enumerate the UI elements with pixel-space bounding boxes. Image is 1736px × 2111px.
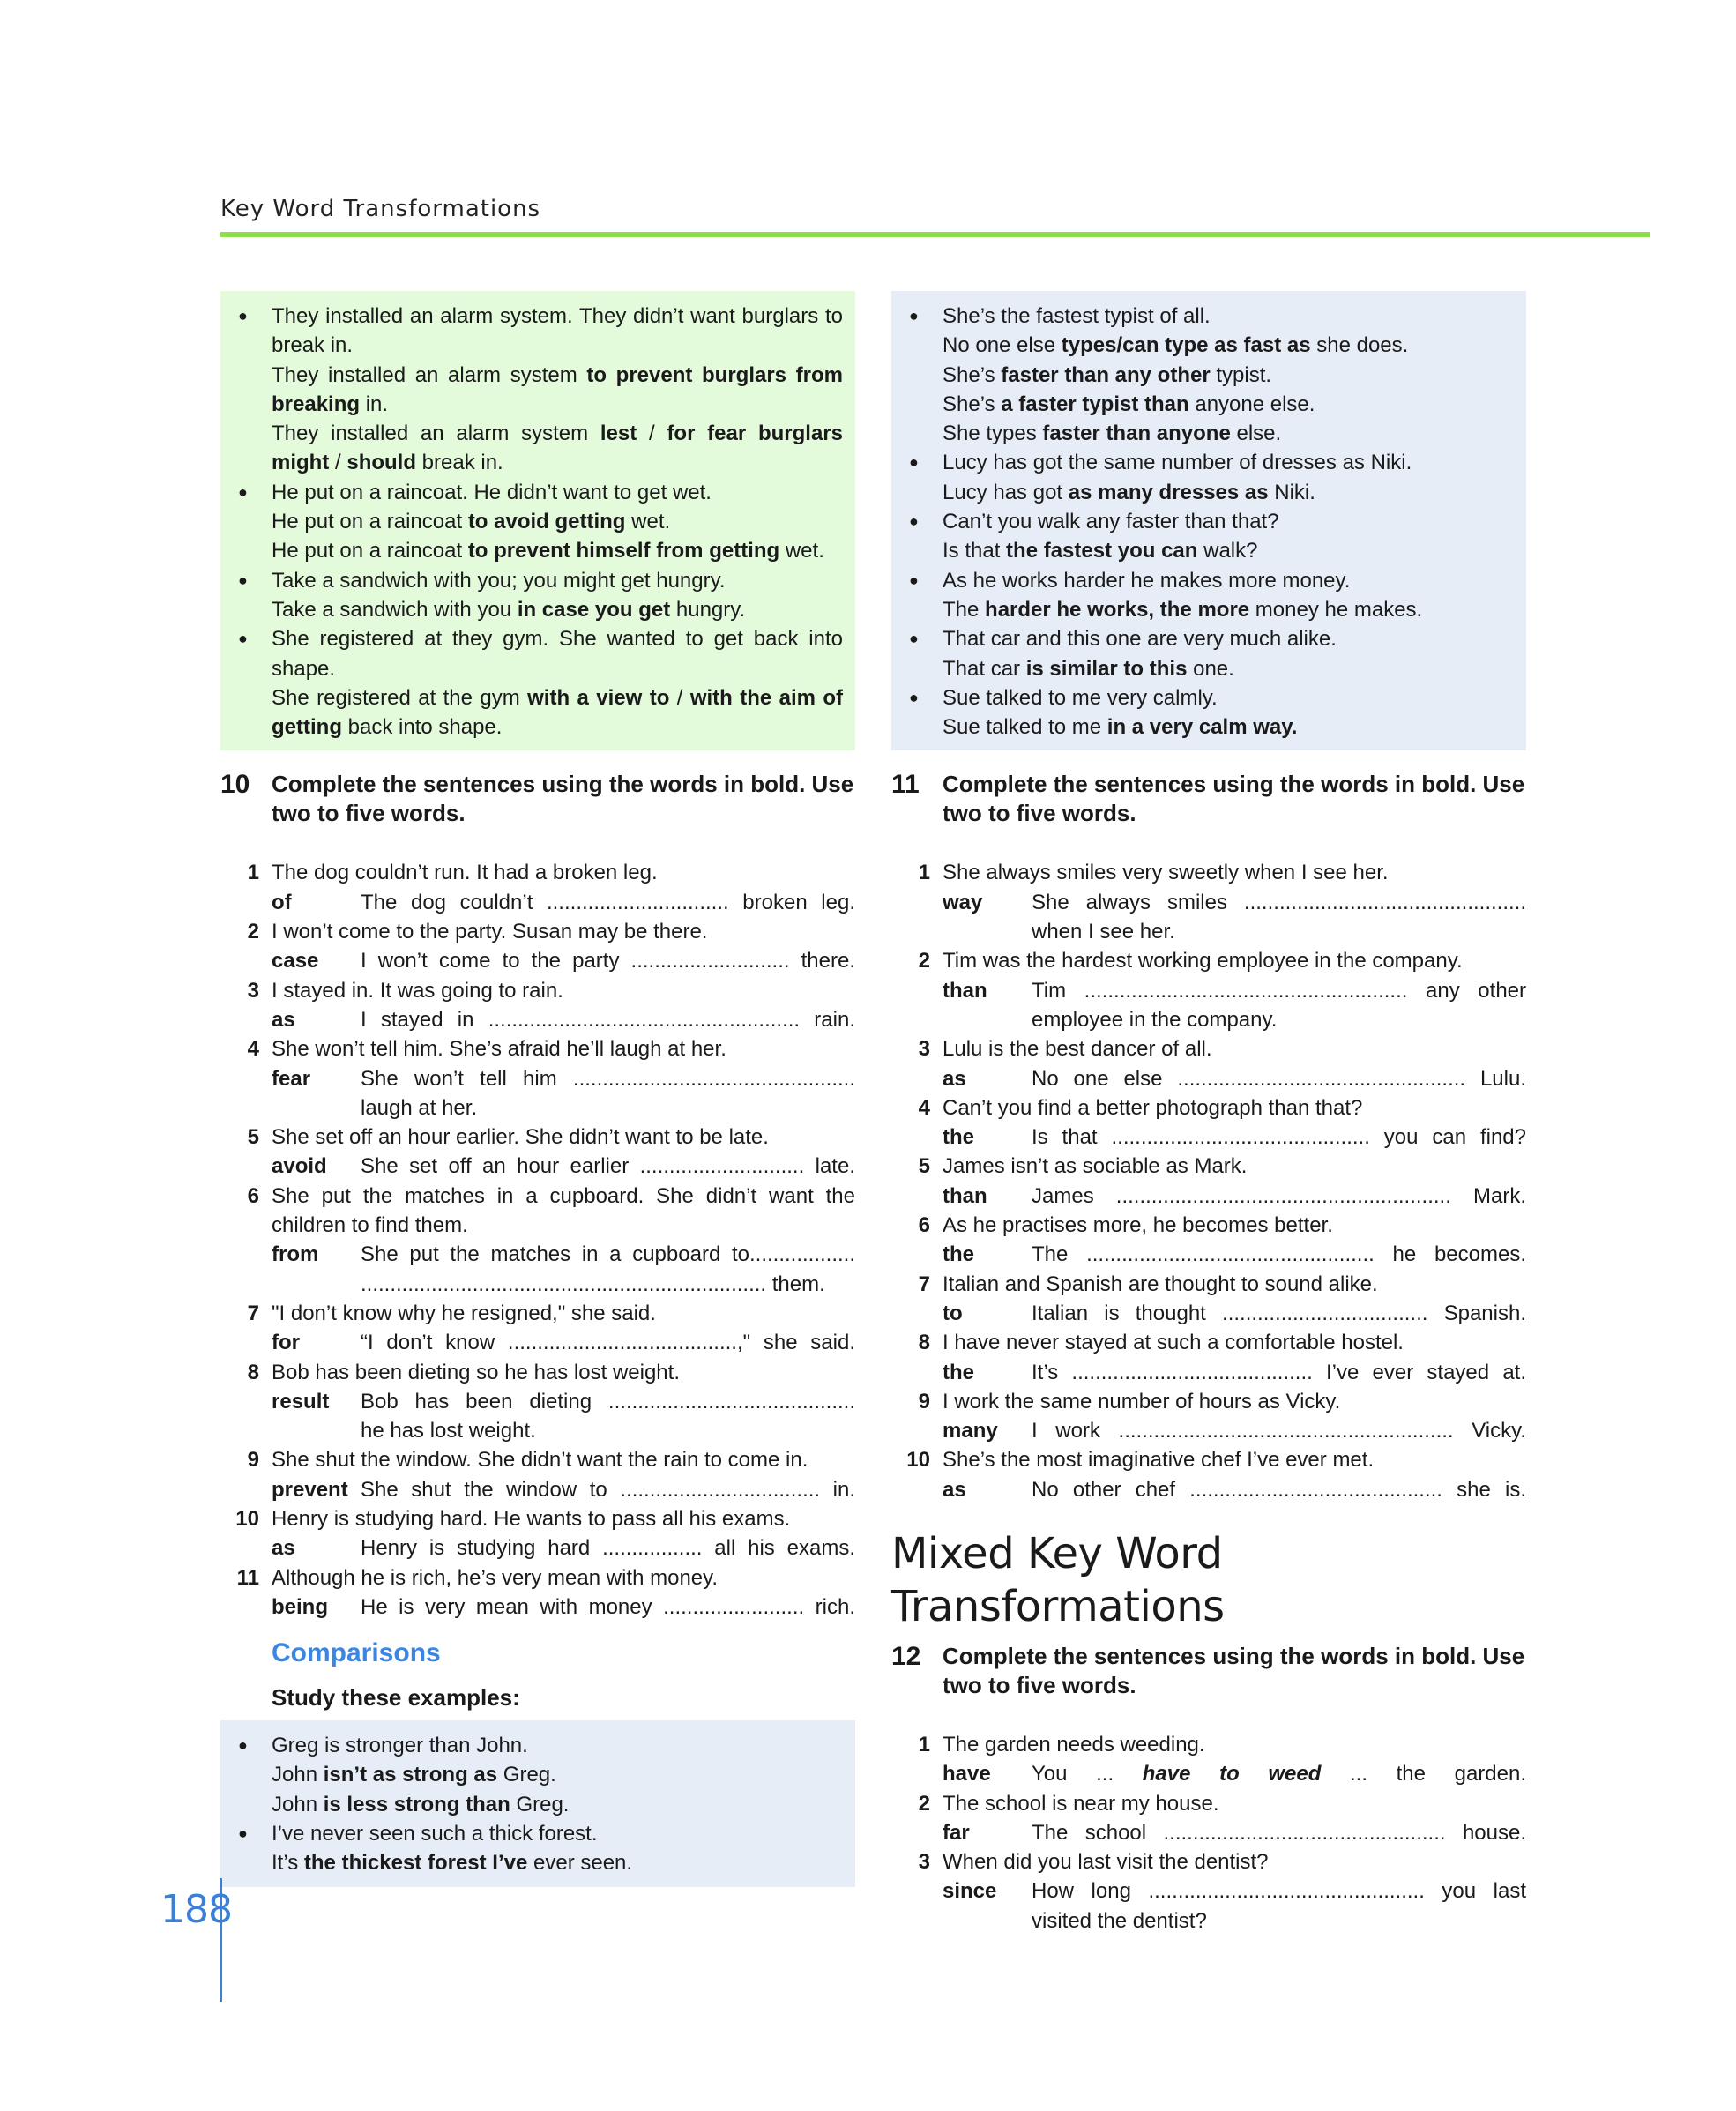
exercise-12-heading bbox=[891, 1642, 1526, 1700]
answer-continuation: visited the dentist? bbox=[1032, 1908, 1207, 1933]
answer-line: It’s ......................................... I’ve ever stayed at. bbox=[1032, 1360, 1526, 1384]
item-sentence: I won’t come to the party. Susan may be there. bbox=[272, 920, 708, 944]
exercise-11-heading bbox=[891, 770, 1526, 828]
bullet-item: ● He put on a raincoat. He didn’t want to get wet. bbox=[233, 478, 843, 507]
exercise-item bbox=[891, 1445, 1526, 1504]
item-number: 10 bbox=[235, 1506, 259, 1531]
answer-line: How long ............................................... you last bbox=[1032, 1879, 1526, 1904]
item-number: 8 bbox=[918, 1331, 930, 1355]
answer-line: She shut the window to .................................. in. bbox=[361, 1477, 855, 1502]
item-sentence: She set off an hour earlier. She didn’t want to be late. bbox=[272, 1125, 769, 1150]
key-word: being bbox=[272, 1594, 328, 1619]
exercise-item bbox=[891, 1730, 1526, 1789]
example-line: John is less strong than Greg. bbox=[272, 1792, 570, 1816]
purpose-examples-box bbox=[220, 291, 855, 750]
key-word: the bbox=[943, 1360, 974, 1384]
item-number: 6 bbox=[247, 1183, 259, 1208]
exercise-item bbox=[891, 1387, 1526, 1446]
item-sentence: I stayed in. It was going to rain. bbox=[272, 978, 563, 1003]
exercise-item bbox=[891, 858, 1526, 946]
exercise-item bbox=[891, 1034, 1526, 1093]
item-number: 4 bbox=[918, 1095, 930, 1120]
exercise-item bbox=[220, 1358, 855, 1446]
exercise-item bbox=[891, 1270, 1526, 1329]
key-word: of bbox=[272, 890, 292, 914]
exercise-number: 10 bbox=[220, 770, 250, 800]
item-number: 9 bbox=[918, 1389, 930, 1414]
item-number: 1 bbox=[918, 861, 930, 885]
example-line: Sue talked to me in a very calm way. bbox=[943, 715, 1298, 740]
answer-line: “I don’t know .......................................," she said. bbox=[361, 1331, 855, 1355]
example-line: She’s a faster typist than anyone else. bbox=[943, 392, 1315, 416]
item-sentence: The dog couldn’t run. It had a broken leg. bbox=[272, 861, 658, 885]
key-word: as bbox=[943, 1066, 966, 1091]
example-line: He put on a raincoat to prevent himself from getting wet. bbox=[272, 539, 824, 563]
item-number: 6 bbox=[918, 1213, 930, 1238]
bullet-item: ● She registered at they gym. She wanted to get back into shape. bbox=[233, 624, 843, 683]
key-word: as bbox=[272, 1536, 295, 1561]
key-word: to bbox=[943, 1301, 963, 1325]
comparisons-heading: Comparisons bbox=[272, 1638, 441, 1668]
example-line: Is that the fastest you can walk? bbox=[943, 539, 1258, 563]
answer-line: I stayed in ..................................................... rain. bbox=[361, 1007, 855, 1032]
exercise-12-list bbox=[891, 1730, 1526, 1936]
comparison-examples-box-2 bbox=[891, 291, 1526, 750]
bullet-item: ● As he works harder he makes more money. bbox=[904, 566, 1514, 595]
exercise-item bbox=[220, 858, 855, 917]
answer-line: The school ................................................ house. bbox=[1032, 1820, 1526, 1845]
page-number: 188 bbox=[160, 1887, 232, 1932]
key-word: for bbox=[272, 1331, 300, 1355]
key-word: prevent bbox=[272, 1477, 348, 1502]
item-sentence: The school is near my house. bbox=[943, 1791, 1219, 1816]
exercise-instruction: Complete the sentences using the words in bold. Use two to five words. bbox=[272, 771, 854, 827]
key-word: many bbox=[943, 1419, 998, 1443]
answer-line: No other chef ........................................... she is. bbox=[1032, 1477, 1526, 1502]
item-number: 3 bbox=[247, 978, 259, 1003]
bullet-item: ● They installed an alarm system. They didn’t want burglars to break in. bbox=[233, 302, 843, 361]
example-line: They installed an alarm system to prevent burglars from breaking in. bbox=[272, 362, 843, 416]
item-sentence: The garden needs weeding. bbox=[943, 1732, 1205, 1757]
answer-continuation: laugh at her. bbox=[361, 1095, 478, 1120]
exercise-item bbox=[891, 946, 1526, 1034]
example-line: She types faster than anyone else. bbox=[943, 421, 1282, 446]
exercise-item bbox=[891, 1152, 1526, 1211]
key-word: than bbox=[943, 1183, 987, 1208]
item-sentence: Tim was the hardest working employee in the company. bbox=[943, 949, 1463, 973]
bullet-item: ● Greg is stronger than John. bbox=[233, 1731, 843, 1760]
item-sentence: Although he is rich, he’s very mean with money. bbox=[272, 1565, 719, 1590]
bullet-item: ● Take a sandwich with you; you might get hungry. bbox=[233, 566, 843, 595]
key-word: the bbox=[943, 1125, 974, 1150]
exercise-item bbox=[220, 1299, 855, 1358]
answer-line: Bob has been dieting .......................................... bbox=[361, 1389, 855, 1414]
item-number: 3 bbox=[918, 1850, 930, 1875]
exercise-item bbox=[891, 1328, 1526, 1387]
item-sentence: When did you last visit the dentist? bbox=[943, 1850, 1269, 1875]
item-number: 2 bbox=[247, 920, 259, 944]
answer-continuation: when I see her. bbox=[1032, 920, 1175, 944]
bullet-item: ● I’ve never seen such a thick forest. bbox=[233, 1819, 843, 1848]
item-sentence: "I don’t know why he resigned," she said. bbox=[272, 1301, 656, 1325]
exercise-number: 12 bbox=[891, 1641, 921, 1671]
bullet-item: ● Sue talked to me very calmly. bbox=[904, 683, 1514, 712]
section-title: Mixed Key Word Transformations bbox=[891, 1528, 1225, 1631]
answer-line: She always smiles ................................................ bbox=[1032, 890, 1526, 914]
bullet-item: ● Lucy has got the same number of dresses as Niki. bbox=[904, 448, 1514, 477]
exercise-item bbox=[220, 917, 855, 976]
item-number: 11 bbox=[236, 1565, 259, 1590]
key-word: have bbox=[943, 1762, 991, 1787]
key-word: fear bbox=[272, 1066, 311, 1091]
item-sentence: Lulu is the best dancer of all. bbox=[943, 1037, 1212, 1062]
answer-line: The ................................................. he becomes. bbox=[1032, 1242, 1526, 1267]
answer-continuation: employee in the company. bbox=[1032, 1007, 1278, 1032]
item-number: 9 bbox=[247, 1448, 259, 1473]
running-header: Key Word Transformations bbox=[220, 196, 541, 222]
exercise-10-heading bbox=[220, 770, 855, 828]
item-sentence: I work the same number of hours as Vicky. bbox=[943, 1389, 1341, 1414]
item-number: 3 bbox=[918, 1037, 930, 1062]
exercise-11-list bbox=[891, 858, 1526, 1504]
item-number: 7 bbox=[918, 1272, 930, 1296]
item-sentence: Italian and Spanish are thought to sound alike. bbox=[943, 1272, 1378, 1296]
key-word: the bbox=[943, 1242, 974, 1267]
answer-line: Tim ....................................................... any other bbox=[1032, 978, 1526, 1003]
example-line: No one else types/can type as fast as she does. bbox=[943, 333, 1409, 358]
example-line: Lucy has got as many dresses as Niki. bbox=[943, 480, 1315, 504]
item-sentence: I have never stayed at such a comfortable hostel. bbox=[943, 1331, 1404, 1355]
exercise-item bbox=[891, 1789, 1526, 1848]
header-rule bbox=[220, 232, 1650, 237]
answer-line: Henry is studying hard ................. all his exams. bbox=[361, 1536, 855, 1561]
exercise-item bbox=[891, 1847, 1526, 1936]
exercise-item bbox=[891, 1093, 1526, 1152]
item-sentence: As he practises more, he becomes better. bbox=[943, 1213, 1333, 1238]
example-line: Take a sandwich with you in case you get hungry. bbox=[272, 597, 746, 622]
key-word: case bbox=[272, 949, 319, 973]
exercise-10-list bbox=[220, 858, 855, 1622]
item-sentence: Can’t you find a better photograph than that? bbox=[943, 1095, 1363, 1120]
item-sentence: Bob has been dieting so he has lost weight. bbox=[272, 1360, 680, 1384]
item-number: 10 bbox=[906, 1448, 930, 1473]
answer-line: I work ......................................................... Vicky. bbox=[1032, 1419, 1526, 1443]
example-line: John isn’t as strong as Greg. bbox=[272, 1763, 556, 1787]
answer-line: She won’t tell him ................................................ bbox=[361, 1066, 855, 1091]
exercise-item bbox=[220, 1123, 855, 1182]
item-sentence: James isn’t as sociable as Mark. bbox=[943, 1154, 1248, 1179]
key-word: far bbox=[943, 1820, 970, 1845]
exercise-item bbox=[220, 1182, 855, 1299]
exercise-instruction: Complete the sentences using the words in bold. Use two to five words. bbox=[943, 1642, 1525, 1698]
answer-line: No one else ................................................. Lulu. bbox=[1032, 1066, 1526, 1091]
item-number: 7 bbox=[247, 1301, 259, 1325]
key-word: avoid bbox=[272, 1154, 327, 1179]
item-sentence: She’s the most imaginative chef I’ve ever met. bbox=[943, 1448, 1375, 1473]
item-sentence: Henry is studying hard. He wants to pass all his exams. bbox=[272, 1506, 791, 1531]
answer-line: The dog couldn’t ............................... broken leg. bbox=[361, 890, 855, 914]
key-word: since bbox=[943, 1879, 997, 1904]
answer-line: I won’t come to the party ........................... there. bbox=[361, 949, 855, 973]
answer-continuation: ..................................................................... them. bbox=[361, 1272, 825, 1296]
example-line: She registered at the gym with a view to / with the aim of getting back into shape. bbox=[272, 685, 844, 740]
key-word: from bbox=[272, 1242, 319, 1267]
example-line: They installed an alarm system lest / for fear burglars might / should break in. bbox=[272, 421, 843, 475]
item-number: 2 bbox=[918, 949, 930, 973]
comparison-examples-box bbox=[220, 1720, 855, 1886]
example-line: The harder he works, the more money he makes. bbox=[943, 597, 1423, 622]
item-number: 1 bbox=[247, 861, 259, 885]
right-column bbox=[891, 291, 1526, 1936]
exercise-item bbox=[220, 1445, 855, 1504]
item-number: 5 bbox=[918, 1154, 930, 1179]
exercise-number: 11 bbox=[891, 770, 920, 800]
key-word: result bbox=[272, 1389, 330, 1414]
exercise-item bbox=[891, 1211, 1526, 1270]
exercise-instruction: Complete the sentences using the words in bold. Use two to five words. bbox=[943, 771, 1525, 827]
answer-line: She set off an hour earlier ............................ late. bbox=[361, 1154, 855, 1179]
exercise-item bbox=[220, 1504, 855, 1563]
answer-line: You ... have to weed ... the garden. bbox=[1032, 1762, 1526, 1787]
example-line: It’s the thickest forest I’ve ever seen. bbox=[272, 1851, 633, 1876]
key-word: as bbox=[943, 1477, 966, 1502]
bullet-item: ● She’s the fastest typist of all. bbox=[904, 302, 1514, 331]
example-line: She’s faster than any other typist. bbox=[943, 362, 1272, 387]
exercise-item bbox=[220, 1034, 855, 1123]
left-column bbox=[220, 291, 855, 1887]
key-word: way bbox=[943, 890, 983, 914]
bullet-item: ● Can’t you walk any faster than that? bbox=[904, 507, 1514, 536]
exercise-item bbox=[220, 1563, 855, 1622]
item-number: 5 bbox=[247, 1125, 259, 1150]
study-examples-label: Study these examples: bbox=[272, 1684, 520, 1712]
example-line: He put on a raincoat to avoid getting wet. bbox=[272, 510, 671, 534]
answer-line: Italian is thought ................................... Spanish. bbox=[1032, 1301, 1526, 1325]
item-sentence: She won’t tell him. She’s afraid he’ll laugh at her. bbox=[272, 1037, 726, 1062]
item-number: 4 bbox=[247, 1037, 259, 1062]
example-line: That car is similar to this one. bbox=[943, 656, 1234, 681]
key-word: as bbox=[272, 1007, 295, 1032]
item-number: 1 bbox=[918, 1732, 930, 1757]
item-sentence: She put the matches in a cupboard. She didn’t want the children to find them. bbox=[272, 1183, 855, 1238]
item-sentence: She always smiles very sweetly when I see her. bbox=[943, 861, 1389, 885]
bullet-item: ● That car and this one are very much alike. bbox=[904, 624, 1514, 653]
answer-continuation: he has lost weight. bbox=[361, 1419, 536, 1443]
answer-line: He is very mean with money ........................ rich. bbox=[361, 1594, 855, 1619]
item-number: 8 bbox=[247, 1360, 259, 1384]
key-word: than bbox=[943, 978, 987, 1003]
item-number: 2 bbox=[918, 1791, 930, 1816]
answer-line: James ......................................................... Mark. bbox=[1032, 1183, 1526, 1208]
answer-line: Is that ............................................ you can find? bbox=[1032, 1125, 1526, 1150]
answer-line: She put the matches in a cupboard to.................. bbox=[361, 1242, 855, 1267]
item-sentence: She shut the window. She didn’t want the rain to come in. bbox=[272, 1448, 808, 1473]
exercise-item bbox=[220, 976, 855, 1035]
